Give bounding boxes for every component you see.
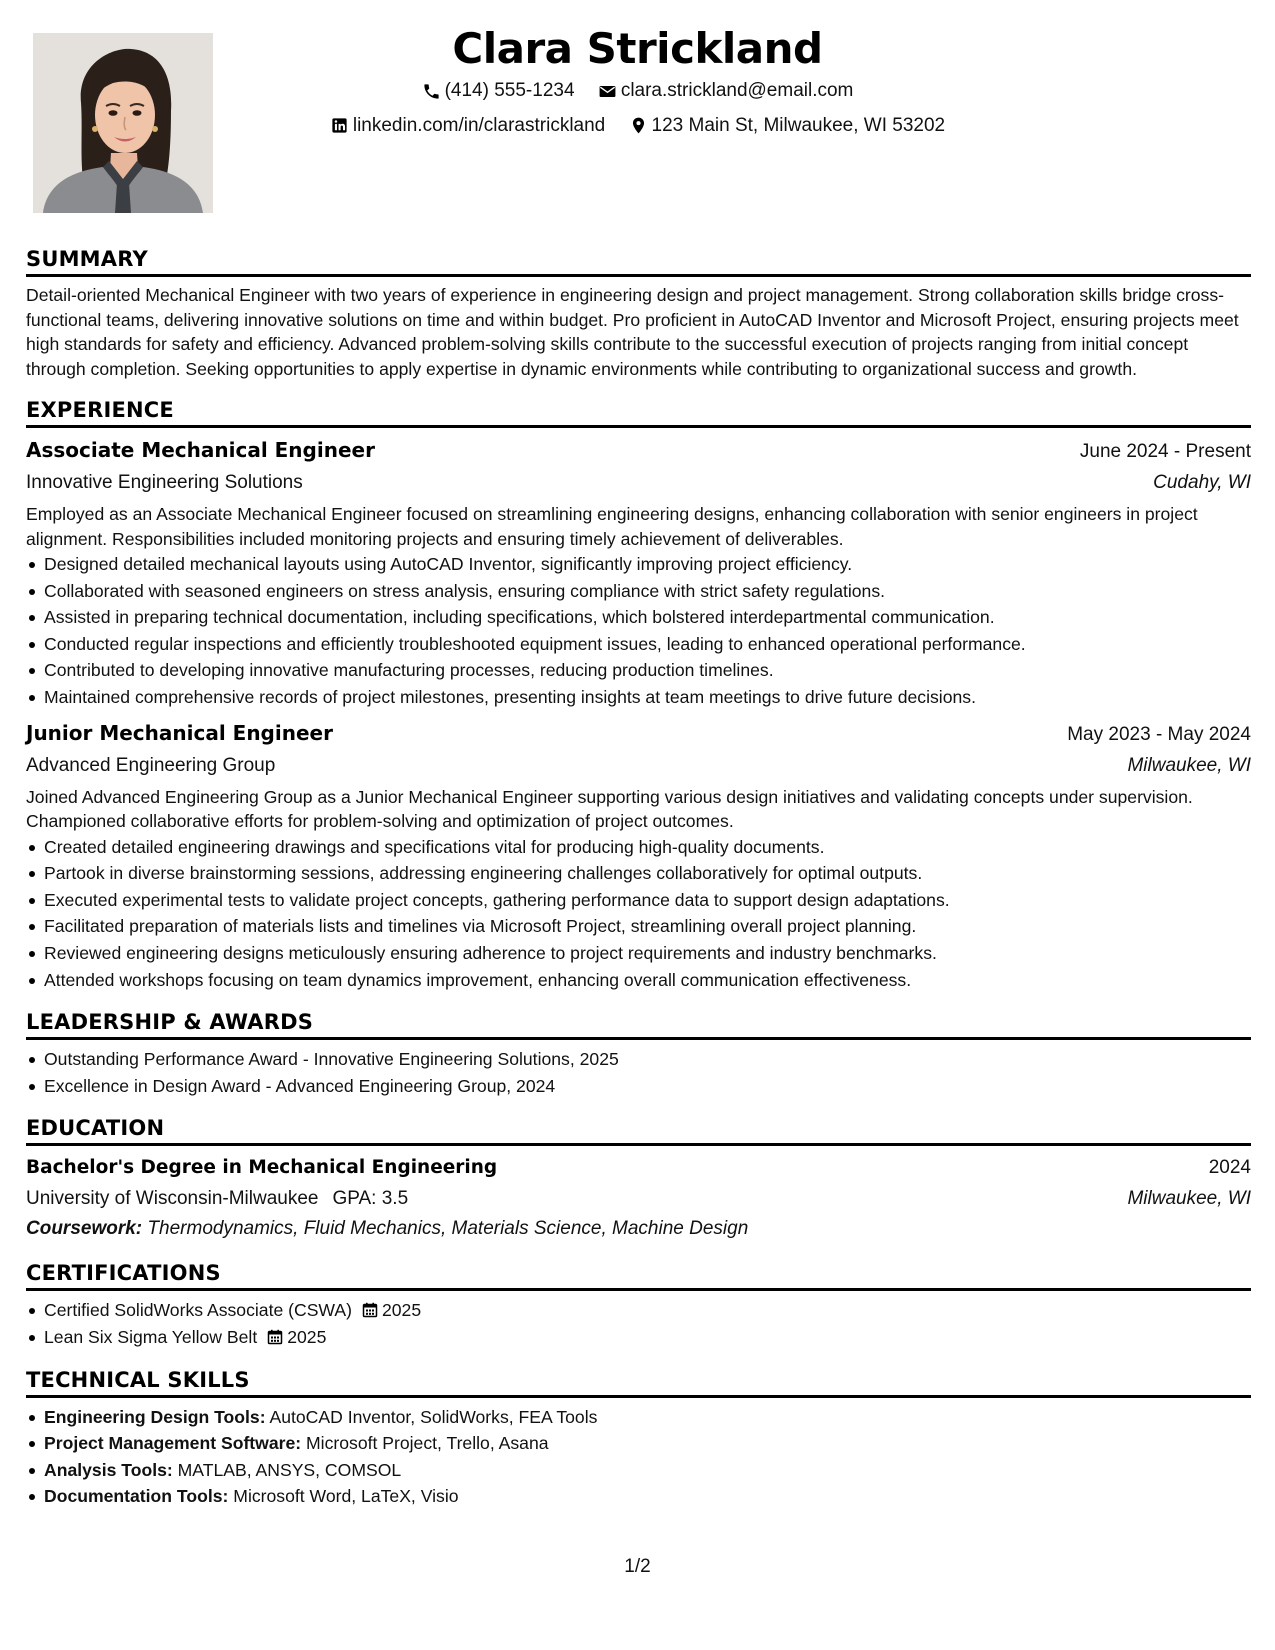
phone-text: (414) 555-1234 — [444, 80, 575, 101]
section-title-certifications: CERTIFICATIONS — [26, 1258, 1251, 1291]
skills-list — [26, 1404, 1251, 1510]
summary-section — [26, 244, 1251, 381]
phone-icon — [422, 82, 441, 101]
envelope-icon — [598, 82, 617, 101]
awards-section — [26, 1007, 1251, 1099]
contact-line-1 — [0, 76, 1275, 111]
list-item: Maintained comprehensive records of project milestones, presenting insights at team meetings to drive future decisions. — [26, 684, 1251, 711]
page-number: 1/2 — [624, 1556, 651, 1577]
list-item — [26, 1297, 1251, 1324]
cert-year: 2025 — [287, 1326, 327, 1347]
school-line — [26, 1184, 408, 1214]
calendar-icon — [267, 1329, 283, 1345]
cert-name: Certified SolidWorks Associate (CSWA) — [44, 1300, 352, 1321]
section-title-skills: TECHNICAL SKILLS — [26, 1365, 1251, 1398]
list-item: Assisted in preparing technical documentation, including specifications, which bolstered interdepartmental communication. — [26, 604, 1251, 631]
skill-value: AutoCAD Inventor, SolidWorks, FEA Tools — [269, 1406, 598, 1427]
education-section — [26, 1113, 1251, 1244]
contact-line-2 — [0, 111, 1275, 146]
job-location: Cudahy, WI — [1153, 472, 1251, 493]
list-item: Excellence in Design Award - Advanced Engineering Group, 2024 — [26, 1073, 1251, 1100]
coursework-label: Coursework: — [26, 1218, 143, 1240]
linkedin-contact[interactable] — [330, 111, 605, 141]
certifications-section — [26, 1258, 1251, 1350]
email-text[interactable]: clara.strickland@email.com — [620, 80, 854, 101]
cert-name: Lean Six Sigma Yellow Belt — [44, 1326, 258, 1347]
resume-content — [26, 244, 1251, 1524]
summary-text: Detail-oriented Mechanical Engineer with two years of experience in engineering design and project management. Strong collaboration skills bridge cross-functional teams, delivering innovative solutions on time and within budget. Pro proficient in AutoCAD Inventor and Microsoft Project, ensuring projects meet high standards for safety and efficiency. Advanced problem-solving skills contribute to the successful execution of projects ranging from initial concept through completion. Seeking opportunities to apply expertise in dynamic environments while contributing to organizational success and growth. — [26, 285, 1239, 379]
section-title-experience: EXPERIENCE — [26, 395, 1251, 428]
section-title-summary: SUMMARY — [26, 244, 1251, 277]
list-item: Attended workshops focusing on team dynamics improvement, enhancing overall communication effectiveness. — [26, 967, 1251, 994]
job-entry-2 — [26, 717, 1251, 994]
skill-value: Microsoft Word, LaTeX, Visio — [233, 1486, 459, 1507]
list-item: Outstanding Performance Award - Innovative Engineering Solutions, 2025 — [26, 1046, 1251, 1073]
job-bullets — [26, 551, 1251, 711]
job-location: Milwaukee, WI — [1127, 754, 1251, 776]
skill-label: Project Management Software: — [44, 1433, 302, 1454]
degree-title: Bachelor's Degree in Mechanical Engineering — [26, 1157, 498, 1179]
email-contact[interactable] — [598, 76, 854, 106]
school-name: University of Wisconsin-Milwaukee — [26, 1188, 319, 1210]
list-item — [26, 1457, 1251, 1484]
experience-section — [26, 395, 1251, 993]
list-item — [26, 1324, 1251, 1351]
resume-header — [0, 22, 1275, 145]
job-description: Employed as an Associate Mechanical Engineer focused on streamlining engineering designs, enhancing collaboration with senior engineers in project alignment. Responsibilities included monitoring projects and ensuring timely achievement of deliverables. — [26, 504, 1198, 549]
map-pin-icon — [629, 116, 648, 135]
job-bullets — [26, 834, 1251, 994]
linkedin-icon — [330, 116, 349, 135]
job-title: Junior Mechanical Engineer — [26, 720, 333, 745]
job-entry-1 — [26, 434, 1251, 711]
job-title: Associate Mechanical Engineer — [26, 438, 375, 462]
skill-label: Engineering Design Tools: — [44, 1406, 266, 1427]
job-dates: June 2024 - Present — [1079, 441, 1251, 462]
gpa: GPA: 3.5 — [332, 1188, 409, 1210]
skill-value: Microsoft Project, Trello, Asana — [306, 1433, 549, 1454]
job-dates: May 2023 - May 2024 — [1067, 723, 1251, 745]
skill-value: MATLAB, ANSYS, COMSOL — [177, 1459, 402, 1480]
list-item: Executed experimental tests to validate project concepts, gathering performance data to support design adaptations. — [26, 887, 1251, 914]
skill-label: Documentation Tools: — [44, 1486, 229, 1507]
list-item: Facilitated preparation of materials lists and timelines via Microsoft Project, streamlining overall project planning. — [26, 913, 1251, 940]
list-item: Contributed to developing innovative manufacturing processes, reducing production timelines. — [26, 657, 1251, 684]
list-item: Created detailed engineering drawings and specifications vital for producing high-quality documents. — [26, 834, 1251, 861]
phone-contact — [422, 76, 575, 106]
section-title-awards: LEADERSHIP & AWARDS — [26, 1007, 1251, 1040]
list-item — [26, 1404, 1251, 1431]
awards-list — [26, 1046, 1251, 1099]
job-description: Joined Advanced Engineering Group as a Junior Mechanical Engineer supporting various design initiatives and validating concepts under supervision. Championed collaborative efforts for problem-solving and optimization of project outcomes. — [26, 786, 1193, 832]
school-location: Milwaukee, WI — [1127, 1188, 1251, 1210]
list-item: Collaborated with seasoned engineers on stress analysis, ensuring compliance with strict safety regulations. — [26, 578, 1251, 605]
coursework — [26, 1214, 1251, 1244]
address-contact — [629, 111, 946, 141]
candidate-name: Clara Strickland — [452, 24, 823, 73]
list-item: Partook in diverse brainstorming sessions, addressing engineering challenges collaboratively for optimal outputs. — [26, 860, 1251, 887]
list-item: Conducted regular inspections and efficiently troubleshooted equipment issues, leading to enhanced operational performance. — [26, 631, 1251, 658]
coursework-list: Thermodynamics, Fluid Mechanics, Materials Science, Machine Design — [147, 1218, 749, 1240]
graduation-year: 2024 — [1208, 1157, 1251, 1179]
skills-section — [26, 1365, 1251, 1510]
linkedin-text[interactable]: linkedin.com/in/clarastrickland — [352, 114, 606, 136]
list-item — [26, 1483, 1251, 1510]
calendar-icon — [362, 1302, 378, 1318]
skill-label: Analysis Tools: — [44, 1459, 173, 1480]
company-name: Advanced Engineering Group — [26, 754, 276, 776]
list-item: Designed detailed mechanical layouts using AutoCAD Inventor, significantly improving project efficiency. — [26, 551, 1251, 578]
list-item — [26, 1430, 1251, 1457]
certifications-list — [26, 1297, 1251, 1350]
company-name: Innovative Engineering Solutions — [26, 472, 303, 493]
address-text: 123 Main St, Milwaukee, WI 53202 — [651, 114, 946, 136]
cert-year: 2025 — [381, 1300, 422, 1321]
list-item: Reviewed engineering designs meticulously ensuring adherence to project requirements and industry benchmarks. — [26, 940, 1251, 967]
section-title-education: EDUCATION — [26, 1113, 1251, 1146]
